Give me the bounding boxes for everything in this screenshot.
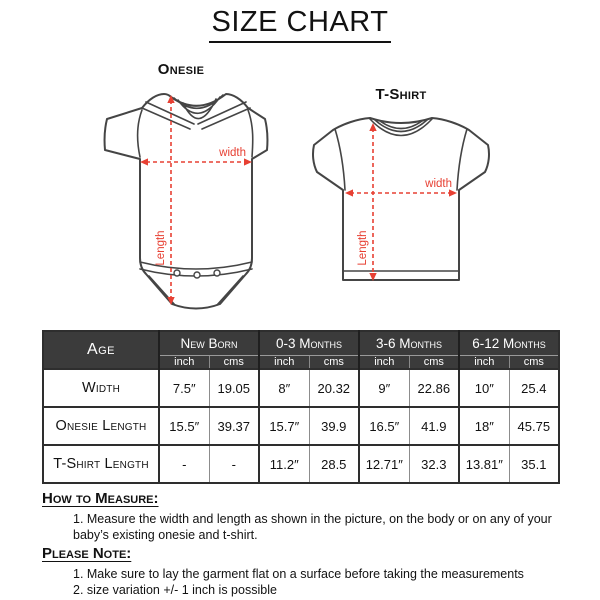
unit-header-cms: cms (509, 355, 559, 369)
unit-header-cms: cms (409, 355, 459, 369)
size-value-cell: - (209, 445, 259, 483)
please-note-item: 2. size variation +/- 1 inch is possible (73, 583, 277, 597)
please-note-item: 1. Make sure to lay the garment flat on a surface before taking the measurements (73, 567, 524, 581)
unit-header-cms: cms (209, 355, 259, 369)
size-value-cell: 45.75 (509, 407, 559, 445)
unit-header-inch: inch (159, 355, 209, 369)
size-value-cell: 20.32 (309, 369, 359, 407)
unit-header-inch: inch (259, 355, 309, 369)
tshirt-illustration (308, 108, 493, 283)
group-header-6-12: 6-12 Months (459, 331, 559, 355)
unit-header-inch: inch (459, 355, 509, 369)
group-header-0-3: 0-3 Months (259, 331, 359, 355)
group-header-3-6: 3-6 Months (359, 331, 459, 355)
row-label: Width (43, 369, 159, 407)
size-value-cell: 7.5″ (159, 369, 209, 407)
unit-header-cms: cms (309, 355, 359, 369)
table-row-onesie-length (43, 407, 559, 445)
size-value-cell: - (159, 445, 209, 483)
size-value-cell: 39.9 (309, 407, 359, 445)
size-value-cell: 11.2″ (259, 445, 309, 483)
onesie-snap-button (214, 270, 220, 276)
tshirt-label: T-Shirt (375, 86, 427, 103)
size-value-cell: 10″ (459, 369, 509, 407)
tshirt-width-label: width (425, 178, 452, 190)
size-table (42, 330, 560, 484)
age-column-header: Age (43, 331, 159, 369)
page-title-text: SIZE CHART (209, 6, 392, 43)
table-row-tshirt-length (43, 445, 559, 483)
size-value-cell: 28.5 (309, 445, 359, 483)
size-value-cell: 19.05 (209, 369, 259, 407)
size-value-cell: 39.37 (209, 407, 259, 445)
unit-header-inch: inch (359, 355, 409, 369)
onesie-label: Onesie (157, 61, 205, 78)
size-value-cell: 13.81″ (459, 445, 509, 483)
size-value-cell: 22.86 (409, 369, 459, 407)
size-value-cell: 12.71″ (359, 445, 409, 483)
how-to-measure-heading: How to Measure: (42, 490, 159, 507)
group-header-newborn: New Born (159, 331, 259, 355)
size-value-cell: 8″ (259, 369, 309, 407)
tshirt-outline (313, 118, 489, 280)
onesie-snap-button (174, 270, 180, 276)
please-note-heading: Please Note: (42, 545, 132, 562)
size-value-cell: 35.1 (509, 445, 559, 483)
size-value-cell: 15.5″ (159, 407, 209, 445)
size-value-cell: 9″ (359, 369, 409, 407)
table-row-width (43, 369, 559, 407)
size-value-cell: 25.4 (509, 369, 559, 407)
onesie-illustration (100, 86, 272, 311)
tshirt-length-label: Length (357, 230, 369, 266)
how-to-measure-item: 1. Measure the width and length as shown in the picture, on the body or on any of your baby’s existing onesie and t-shirt. (73, 512, 552, 542)
page-title (0, 6, 600, 43)
how-to-measure-section (42, 490, 558, 543)
size-value-cell: 16.5″ (359, 407, 409, 445)
size-value-cell: 15.7″ (259, 407, 309, 445)
row-label: Onesie Length (43, 407, 159, 445)
onesie-snap-button (194, 272, 200, 278)
row-label: T-Shirt Length (43, 445, 159, 483)
size-value-cell: 32.3 (409, 445, 459, 483)
please-note-section (42, 545, 558, 598)
size-value-cell: 41.9 (409, 407, 459, 445)
onesie-width-label: width (219, 147, 246, 159)
size-value-cell: 18″ (459, 407, 509, 445)
onesie-length-label: Length (155, 230, 167, 266)
